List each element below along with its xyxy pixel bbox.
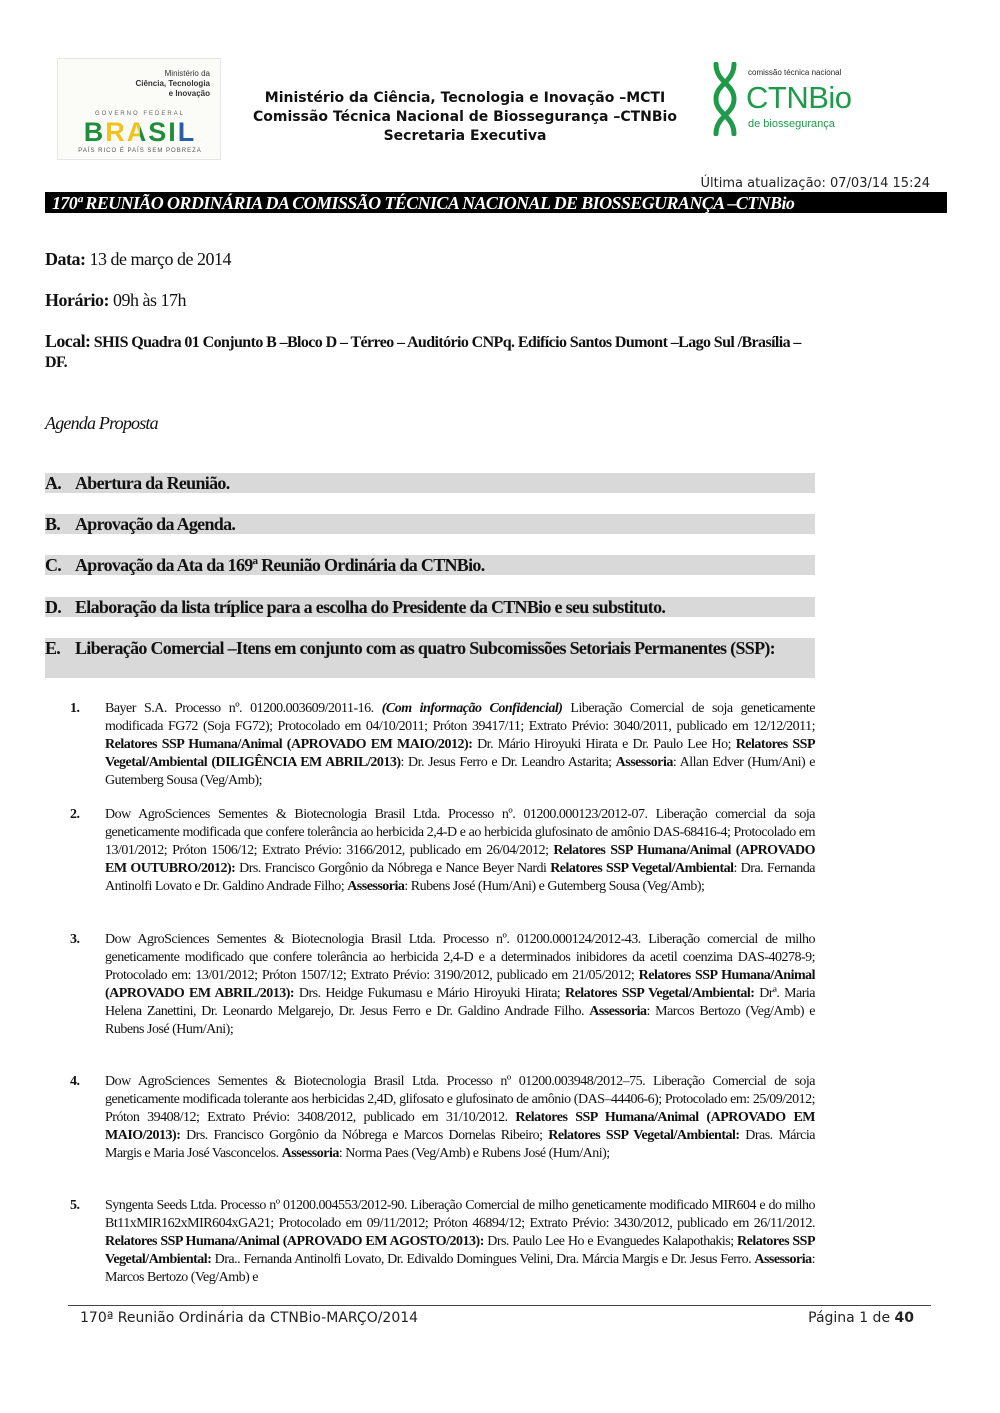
page-label: Página 1 de	[808, 1310, 895, 1326]
agenda-heading: Agenda Proposta	[45, 413, 158, 433]
item-body: Bayer S.A. Processo nº. 01200.003609/2011-16. (Com informação Confidencial) Liberação Comercial de soja geneticamente modificada FG72 (Soja FG72); Protocolado em 04/10/2011; Próton 39417/11; Extrato Prévio: 3040/2011, publicado em 12/12/2011; Relatores SSP Humana/Animal (APROVADO EM MAIO/2012): Dr. Mário Hiroyuki Hirata e Dr. Paulo Lee Ho; Relatores SSP Vegetal/Ambiental (DILIGÊNCIA EM ABRIL/2013): Dr. Jesus Ferro e Dr. Leandro Astarita; Assessoria: Allan Edver (Hum/Ani) e Gutemberg Sousa (Veg/Amb);	[105, 701, 816, 788]
agenda-item-4	[70, 1073, 815, 1183]
meta-time	[45, 290, 186, 311]
ctnbio-logo	[708, 62, 868, 138]
agenda-item-3	[70, 931, 815, 1061]
logo-governo-text: GOVERNO FEDERAL	[94, 111, 185, 117]
header-titles	[230, 89, 700, 146]
local-value: SHIS Quadra 01 Conjunto B –Bloco D – Térreo – Auditório CNPq. Edifício Santos Dumont –Lago Sul /Brasília – DF.	[45, 334, 801, 371]
meta-date	[45, 249, 231, 270]
date-label: Data:	[45, 249, 86, 269]
agenda-item-5	[70, 1197, 815, 1289]
section-letter: A.	[45, 473, 62, 493]
section-letter: C.	[45, 555, 62, 575]
section-letter: B.	[45, 514, 61, 534]
item-number: 2.	[70, 807, 80, 822]
section-a	[45, 473, 815, 493]
section-b	[45, 514, 815, 534]
item-number: 1.	[70, 701, 80, 716]
meta-local	[45, 331, 820, 373]
header-title-ctnbio: Comissão Técnica Nacional de Biossegurança –CTNBio	[253, 109, 677, 125]
logo-slogan-text: PAÍS RICO É PAÍS SEM POBREZA	[78, 148, 202, 154]
item-body: Dow AgroSciences Sementes & Biotecnologia Brasil Ltda. Processo nº. 01200.000123/2012-07. Liberação comercial da soja geneticamente modificada que confere tolerância ao herbicida 2,4-D e ao herbicida glufosinato de amônio DAS-68416-4; Protocolado em 13/01/2012; Próton 1506/12; Extrato Prévio: 3166/2012, publicado em 26/04/2012; Relatores SSP Humana/Animal (APROVADO EM OUTUBRO/2012): Drs. Francisco Gorgônio da Nóbrega e Nance Beyer Nardi Relatores SSP Vegetal/Ambiental: Dra. Fernanda Antinolfi Lovato e Dr. Galdino Andrade Filho; Assessoria: Rubens José (Hum/Ani) e Gutemberg Sousa (Veg/Amb);	[105, 807, 816, 894]
logo-brasil-text: BRASIL	[70, 119, 210, 145]
time-label: Horário:	[45, 290, 109, 310]
item-body: Dow AgroSciences Sementes & Biotecnologia Brasil Ltda. Processo nº. 01200.000124/2012-43. Liberação comercial de milho geneticamente modificado que confere tolerância ao herbicida 2,4-D e a determinados inibidores da acetil coenzima DAS-40278-9; Protocolado em: 13/01/2012; Próton 1507/12; Extrato Prévio: 3190/2012, publicado em 21/05/2012; Relatores SSP Humana/Animal (APROVADO EM ABRIL/2013): Drs. Heidge Fukumasu e Mário Hiroyuki Hirata; Relatores SSP Vegetal/Ambiental: Drª. Maria Helena Zanettini, Dr. Leonardo Melgarejo, Dr. Jesus Ferro e Dr. Galdino Andrade Filho. Assessoria: Marcos Bertozo (Veg/Amb) e Rubens José (Hum/Ani);	[105, 932, 816, 1037]
page-total: 40	[894, 1310, 914, 1326]
ctnbio-logo-name: CTNBio	[746, 80, 852, 115]
section-e	[45, 638, 815, 678]
header-title-secretaria: Secretaria Executiva	[383, 128, 547, 144]
header-title-mcti: Ministério da Ciência, Tecnologia e Inovação –MCTI	[264, 90, 666, 106]
section-text: Abertura da Reunião.	[75, 473, 230, 493]
section-text: Aprovação da Ata da 169ª Reunião Ordinária da CTNBio.	[75, 555, 485, 575]
section-text: Elaboração da lista tríplice para a escolha do Presidente da CTNBio e seu substituto.	[75, 597, 666, 617]
date-value: 13 de março de 2014	[89, 249, 231, 269]
item-number: 4.	[70, 1074, 80, 1089]
time-value: 09h às 17h	[112, 290, 186, 310]
logo-ministerio-text: Ministério da	[164, 69, 210, 78]
meeting-title: 170ª REUNIÃO ORDINÁRIA DA COMISSÃO TÉCNICA NACIONAL DE BIOSSEGURANÇA –CTNBio	[52, 193, 795, 213]
dna-icon	[708, 62, 740, 136]
section-letter: D.	[45, 597, 62, 617]
item-number: 3.	[70, 932, 80, 947]
section-c	[45, 555, 815, 575]
agenda-item-2	[70, 806, 815, 916]
logo-inovacao-text: e Inovação	[168, 89, 210, 98]
section-letter: E.	[45, 638, 61, 658]
section-text: Liberação Comercial –Itens em conjunto com as quatro Subcomissões Setoriais Permanentes (SSP):	[75, 638, 775, 658]
footer-meeting-label: 170ª Reunião Ordinária da CTNBio-MARÇO/2014	[80, 1310, 419, 1326]
ctnbio-logo-top-text: comissão técnica nacional	[748, 68, 842, 77]
item-number: 5.	[70, 1198, 80, 1213]
last-updated: Última atualização: 07/03/14 15:24	[700, 176, 930, 191]
local-label: Local:	[45, 331, 91, 351]
footer-divider	[68, 1305, 931, 1306]
mcti-logo-text	[135, 69, 210, 99]
item-body: Dow AgroSciences Sementes & Biotecnologia Brasil Ltda. Processo nº 01200.003948/2012–75. Liberação Comercial de soja geneticamente modificada tolerante aos herbicidas 2,4D, glifosato e glufosinato de amônio (DAS–44406-6); Protocolado em: 25/09/2012; Próton 39408/12; Extrato Prévio: 3408/2012, publicado em 31/10/2012. Relatores SSP Humana/Animal (APROVADO EM MAIO/2013): Drs. Francisco Gorgônio da Nóbrega e Marcos Dornelas Ribeiro; Relatores SSP Vegetal/Ambiental: Dras. Márcia Margis e Maria José Vasconcelos. Assessoria: Norma Paes (Veg/Amb) e Rubens José (Hum/Ani);	[105, 1074, 815, 1161]
mcti-logo	[57, 58, 221, 160]
page-number	[808, 1310, 914, 1326]
ctnbio-logo-bottom-text: de biossegurança	[748, 118, 835, 130]
item-body: Syngenta Seeds Ltda. Processo nº 01200.004553/2012-90. Liberação Comercial de milho geneticamente modificado MIR604 e do milho Bt11xMIR162xMIR604xGA21; Protocolado em 09/11/2012; Próton 46894/12; Extrato Prévio: 3430/2012, publicado em 26/11/2012. Relatores SSP Humana/Animal (APROVADO EM AGOSTO/2013): Drs. Paulo Lee Ho e Evanguedes Kalapothakis; Relatores SSP Vegetal/Ambiental: Dra.. Fernanda Antinolfi Lovato, Dr. Edivaldo Domingues Velini, Dra. Márcia Margis e Dr. Jesus Ferro. Assessoria: Marcos Bertozo (Veg/Amb) e	[105, 1198, 815, 1285]
logo-ciencia-text: Ciência, Tecnologia	[135, 79, 210, 88]
section-d	[45, 597, 815, 617]
section-text: Aprovação da Agenda.	[75, 514, 236, 534]
agenda-item-1	[70, 700, 815, 790]
